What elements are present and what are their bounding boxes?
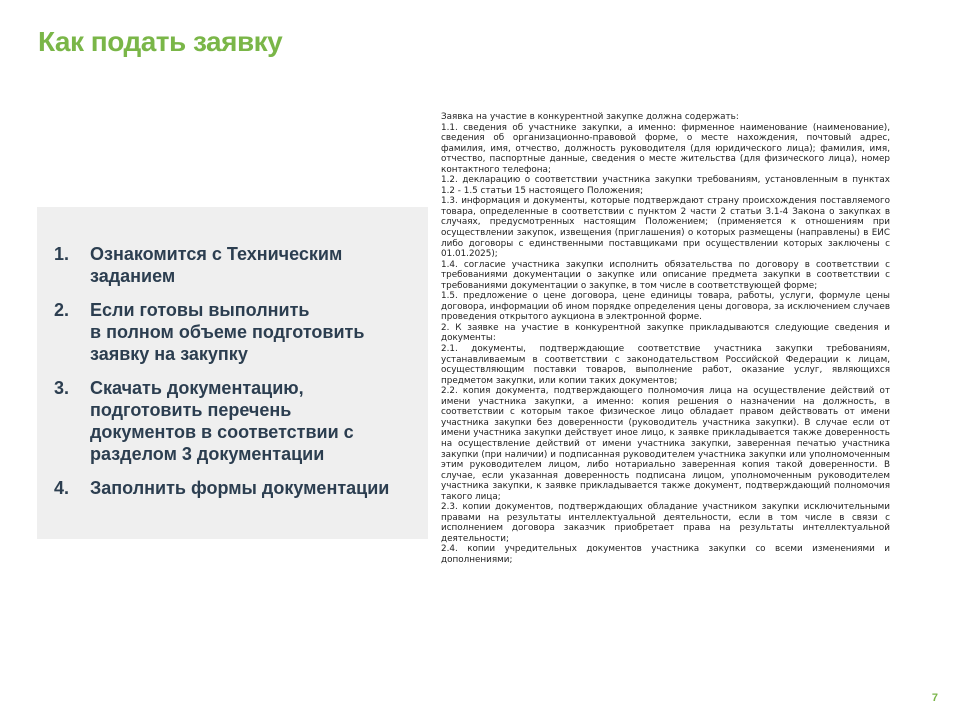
- doc-paragraph: 1.1. сведения об участнике закупки, а именно: фирменное наименование (наименование), сведения об организационно-правовой форме, о месте нахождения, почтовый адрес, фамилия, имя, отчество, должность руководителя (для юридического лица); фамилия, имя, отчество, паспортные данные, сведения о месте жительства (для физического лица), номер контактного телефона;: [441, 122, 890, 175]
- doc-paragraph: 2.4. копии учредительных документов участника закупки со всеми изменениями и дополнениями;: [441, 544, 890, 565]
- doc-paragraph: 1.2. декларацию о соответствии участника закупки требованиям, установленным в пунктах 1.2 - 1.5 статьи 15 настоящего Положения;: [441, 175, 890, 196]
- step-number: 3.: [54, 378, 70, 398]
- step-item: [54, 477, 424, 499]
- step-number: 1.: [54, 244, 70, 264]
- step-item: [54, 243, 424, 287]
- doc-paragraph: 1.3. информация и документы, которые подтверждают страну происхождения поставляемого товара, определенные в соответствии с пунктом 2 части 2 статьи 3.1-4 Закона о закупках в случаях, предусмотренных настоящим Положением; (применяется к отношениям при осуществлении закупок, извещения (приглашения) о которых размещены (направлены) в ЕИС либо договоры с единственными поставщиками при осуществлении которых заключены с 01.01.2025);: [441, 196, 890, 260]
- application-requirements-text: [441, 112, 890, 566]
- doc-paragraph: 2. К заявке на участие в конкурентной закупке прикладываются следующие сведения и документы:: [441, 322, 890, 344]
- doc-paragraph: 2.2. копия документа, подтверждающего полномочия лица на осуществление действий от имени участника закупки, а именно: копия решения о назначении на должность, в соответствии с которым такое физическое лицо обладает правом действовать от имени участника закупки без доверенности (руководитель участника закупки). В случае если от имени участника закупки действует иное лицо, к заявке прикладывается также доверенность на осуществление действий от имени участника закупки, заверенная печатью участника закупки (при наличии) и подписанная руководителем участника закупки или уполномоченным этим руководителем лицом, либо нотариально заверенная копия такой доверенности. В случае, если указанная доверенность подписана лицом, уполномоченным руководителем участника закупки, к заявке прикладывается также документ, подтверждающий полномочия такого лица;: [441, 386, 890, 502]
- step-number: 4.: [54, 478, 70, 498]
- step-text: Если готовы выполнить в полном объеме подготовить заявку на закупку: [90, 300, 365, 364]
- doc-paragraph: 2.3. копии документов, подтверждающих обладание участником закупки исключительными правами на результаты интеллектуальной деятельности, если в том числе в связи с исполнением договора заказчик приобретает права на результаты интеллектуальной деятельности;: [441, 502, 890, 544]
- step-item: [54, 377, 424, 465]
- steps-list: [54, 243, 424, 511]
- step-number: 2.: [54, 300, 70, 320]
- slide-title: Как подать заявку: [38, 26, 283, 57]
- doc-paragraph: 2.1. документы, подтверждающие соответствие участника закупки требованиям, устанавливаемым в соответствии с законодательством Российской Федерации к лицам, осуществляющим поставки товаров, выполнение работ, оказание услуг, являющихся предметом закупки, или копии таких документов;: [441, 344, 890, 386]
- step-item: [54, 299, 424, 365]
- doc-paragraph: 1.4. согласие участника закупки исполнить обязательства по договору в соответствии с требованиями документации о закупке или описание предмета закупки в соответствии с требованиями документации о закупке, в том числе в соответствующей форме;: [441, 259, 890, 291]
- doc-paragraph: 1.5. предложение о цене договора, цене единицы товара, работы, услуги, формуле цены договора, информации об ином порядке определения цены договора, за исключением случаев проведения открытого аукциона в электронной форме.: [441, 291, 890, 323]
- steps-panel: [37, 207, 428, 539]
- page-number: 7: [931, 692, 938, 704]
- step-text: Скачать документацию, подготовить перечень документов в соответствии с разделом 3 документации: [90, 378, 354, 464]
- step-text: Ознакомится с Техническим заданием: [90, 244, 343, 286]
- doc-paragraph: Заявка на участие в конкурентной закупке должна содержать:: [441, 112, 739, 122]
- step-text: Заполнить формы документации: [90, 478, 390, 498]
